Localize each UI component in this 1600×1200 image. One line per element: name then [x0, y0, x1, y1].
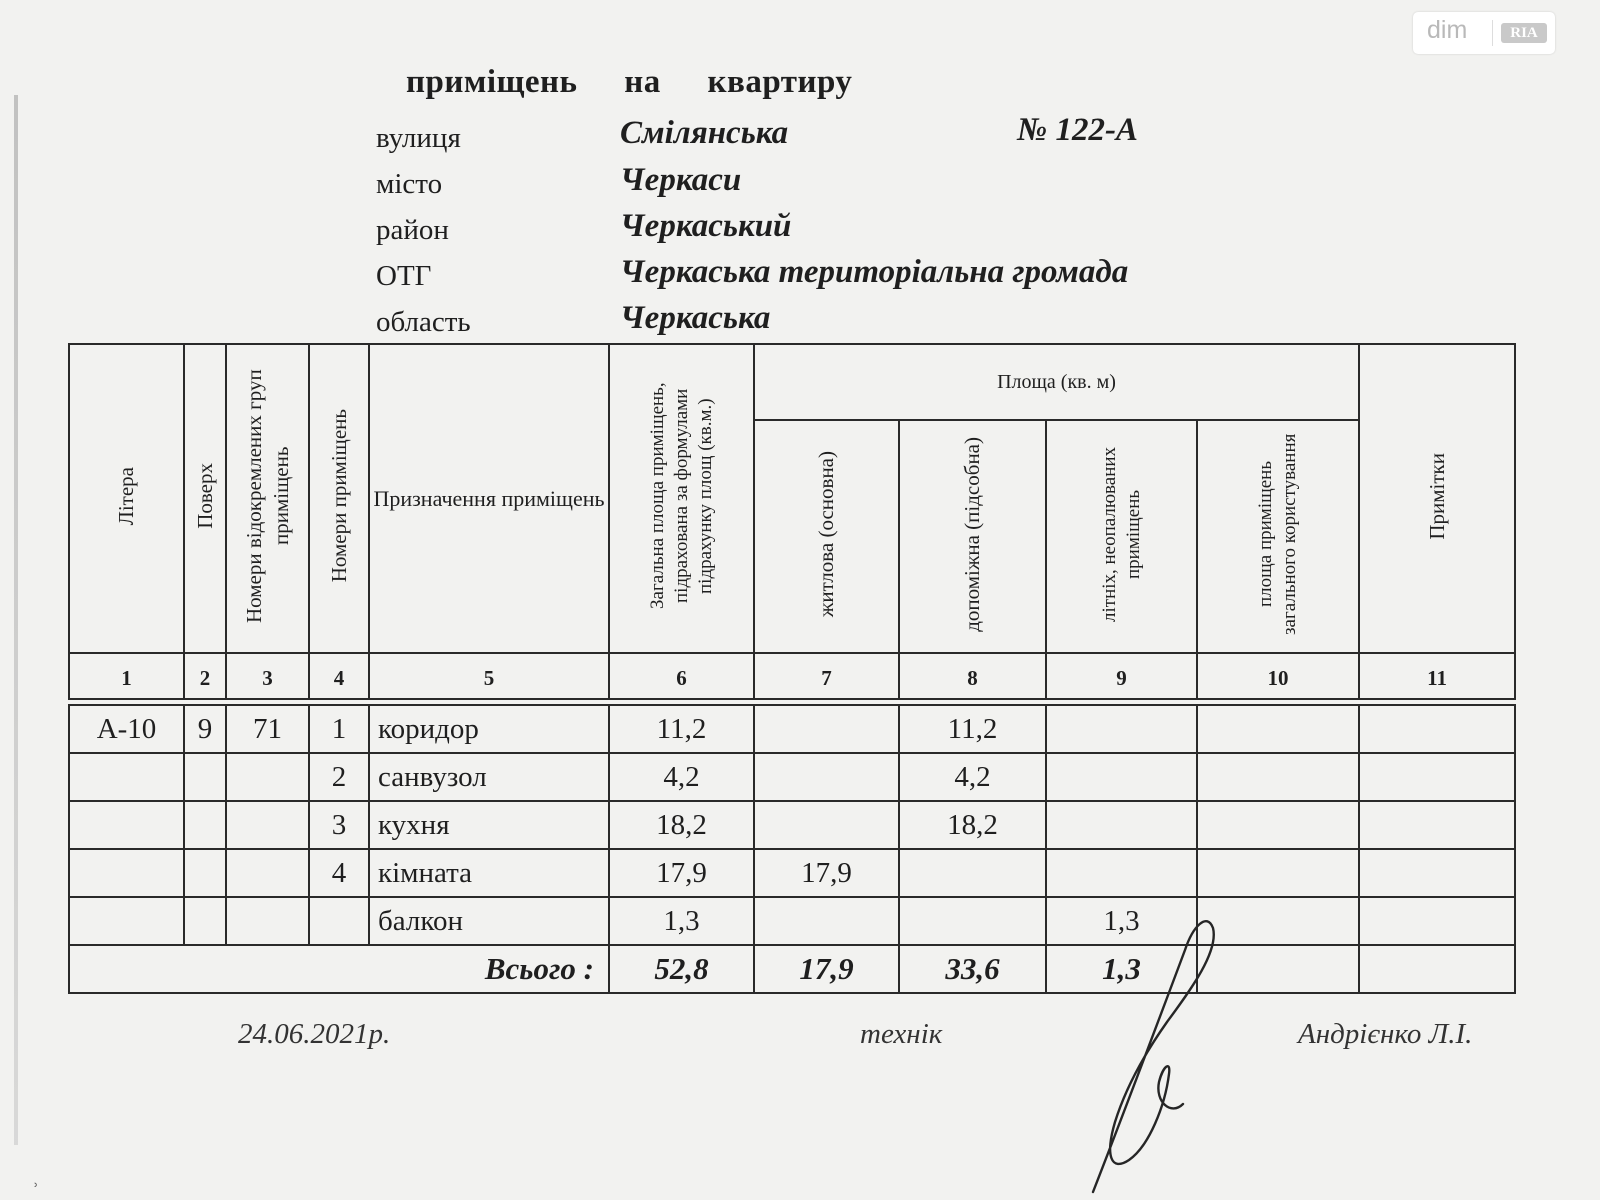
column-number: 3 [226, 653, 309, 699]
address-label-street: вулиця [376, 122, 461, 154]
address-label-city: місто [376, 168, 443, 200]
cell-litera [69, 801, 184, 849]
header-purpose: Призначення приміщень [369, 344, 609, 653]
aux-area-sum: 33,6 [899, 945, 1046, 993]
table-row [69, 753, 1515, 801]
column-number: 4 [309, 653, 369, 699]
column-number: 7 [754, 653, 899, 699]
cell-purpose: коридор [369, 705, 609, 753]
cell-common [1197, 849, 1359, 897]
signer-name: Андрієнко Л.І. [1298, 1018, 1473, 1050]
cell-aux [899, 849, 1046, 897]
cell-floor [184, 801, 226, 849]
cell-group: 71 [226, 705, 309, 753]
table-row [69, 849, 1515, 897]
address-value-region: Черкаська [620, 300, 771, 336]
cell-room: 4 [309, 849, 369, 897]
cell-purpose: балкон [369, 897, 609, 945]
table-row [69, 801, 1515, 849]
address-value-street: Смілянська [620, 115, 789, 151]
cell-floor [184, 897, 226, 945]
cell-living [754, 897, 899, 945]
cell-notes [1359, 897, 1515, 945]
cell-total: 17,9 [609, 849, 754, 897]
column-numbers-row [69, 653, 1515, 699]
cell-room: 3 [309, 801, 369, 849]
cell-floor: 9 [184, 705, 226, 753]
address-label-region: область [376, 306, 471, 338]
header-area-group: Площа (кв. м) [754, 344, 1359, 420]
cell-room: 2 [309, 753, 369, 801]
address-value-district: Черкаський [620, 208, 792, 244]
cell-total: 11,2 [609, 705, 754, 753]
address-label-district: район [376, 214, 449, 246]
cell-purpose: кухня [369, 801, 609, 849]
cell-living: 17,9 [754, 849, 899, 897]
document-date: 24.06.2021р. [238, 1018, 391, 1050]
header-room-numbers: Номери приміщень [309, 344, 369, 653]
header-auxiliary-area: допоміжна (підсобна) [899, 420, 1046, 653]
address-value-community: Черкаська територіальна громада [620, 254, 1129, 290]
document-heading: приміщень на квартиру [406, 64, 853, 100]
column-number: 9 [1046, 653, 1197, 699]
ria-logo-icon: RIA [1501, 23, 1547, 43]
column-number: 2 [184, 653, 226, 699]
header-notes: Примітки [1359, 344, 1515, 653]
cell-group [226, 897, 309, 945]
cell-room: 1 [309, 705, 369, 753]
cell-summer [1046, 849, 1197, 897]
cell-floor [184, 849, 226, 897]
notes-sum [1359, 945, 1515, 993]
cell-notes [1359, 801, 1515, 849]
cell-total: 4,2 [609, 753, 754, 801]
cell-purpose: санвузол [369, 753, 609, 801]
cell-group [226, 801, 309, 849]
house-number: № 122-А [1017, 112, 1138, 148]
cell-notes [1359, 753, 1515, 801]
cell-aux: 11,2 [899, 705, 1046, 753]
totals-row [69, 945, 1515, 993]
cell-aux [899, 897, 1046, 945]
cell-living [754, 705, 899, 753]
header-total-area: Загальна площа приміщень, підрахована за формулами підрахунку площ (кв.м.) [609, 344, 754, 653]
living-area-sum: 17,9 [754, 945, 899, 993]
table-row [69, 705, 1515, 753]
cell-total: 1,3 [609, 897, 754, 945]
total-area-sum: 52,8 [609, 945, 754, 993]
summer-area-sum: 1,3 [1046, 945, 1197, 993]
cell-summer [1046, 753, 1197, 801]
address-label-community: ОТГ [376, 260, 432, 292]
cell-notes [1359, 849, 1515, 897]
watermark-divider [1492, 20, 1493, 46]
column-number: 5 [369, 653, 609, 699]
cell-summer: 1,3 [1046, 897, 1197, 945]
header-floor: Поверх [184, 344, 226, 653]
column-number: 8 [899, 653, 1046, 699]
cell-aux: 4,2 [899, 753, 1046, 801]
cell-floor [184, 753, 226, 801]
cell-living [754, 753, 899, 801]
header-groups: Номери відокремлених груп приміщень [226, 344, 309, 653]
cell-room [309, 897, 369, 945]
header-litera: Літера [69, 344, 184, 653]
rooms-explication-table [68, 343, 1516, 994]
handwritten-signature [1085, 910, 1235, 1200]
cell-group [226, 753, 309, 801]
cell-summer [1046, 705, 1197, 753]
watermark-dim-text: dim [1427, 16, 1468, 44]
cell-aux: 18,2 [899, 801, 1046, 849]
cell-litera [69, 897, 184, 945]
address-value-city: Черкаси [620, 162, 742, 198]
totals-label: Всього : [69, 945, 609, 993]
scan-corner-mark: ˒ [32, 1168, 40, 1193]
cell-common [1197, 801, 1359, 849]
signer-role: технік [860, 1018, 943, 1050]
scan-edge-mark [14, 95, 18, 1145]
cell-litera: А-10 [69, 705, 184, 753]
column-number: 1 [69, 653, 184, 699]
cell-total: 18,2 [609, 801, 754, 849]
header-summer-area: літніх, неопалюваних приміщень [1046, 420, 1197, 653]
column-number: 10 [1197, 653, 1359, 699]
cell-common [1197, 705, 1359, 753]
header-living-area: житлова (основна) [754, 420, 899, 653]
cell-purpose: кімната [369, 849, 609, 897]
cell-common [1197, 753, 1359, 801]
cell-group [226, 849, 309, 897]
header-common-area: площа приміщень загального користування [1197, 420, 1359, 653]
dim-ria-watermark [1413, 12, 1555, 54]
column-number: 6 [609, 653, 754, 699]
cell-litera [69, 849, 184, 897]
cell-notes [1359, 705, 1515, 753]
table-row [69, 897, 1515, 945]
cell-living [754, 801, 899, 849]
cell-litera [69, 753, 184, 801]
column-number: 11 [1359, 653, 1515, 699]
cell-summer [1046, 801, 1197, 849]
